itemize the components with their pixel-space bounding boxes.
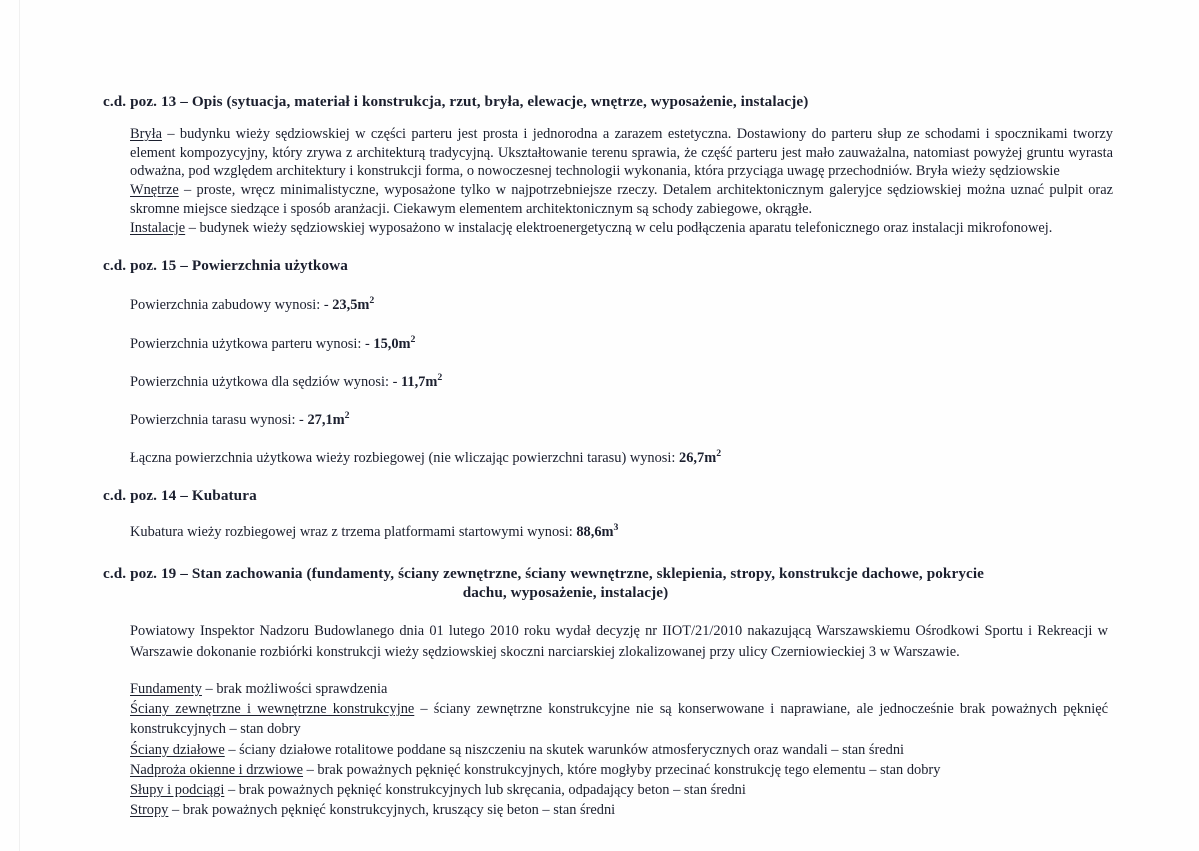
spacer [103, 237, 1113, 256]
condition-term: Nadproża okienne i drzwiowe [130, 761, 304, 778]
heading-poz-13-text: c.d. poz. 13 – Opis (sytuacja, materiał i konstrukcja, rzut, bryła, elewacje, wnętrze, wyposażenie, instalacje) [103, 93, 809, 110]
condition-text: – brak możliwości sprawdzenia [201, 681, 388, 698]
paragraph-instalacje-text: – budynek wieży sędziowskiej wyposażono w instalację elektroenergetyczną w celu podłączenia aparatu telefonicznego oraz instalacji mikrofonowej. [185, 219, 1053, 236]
measure-value [373, 333, 416, 352]
measure-value-number: 15,0m [373, 335, 411, 352]
spacer [103, 662, 1113, 679]
measure-row [130, 373, 1113, 392]
condition-text: – brak poważnych pęknięć konstrukcyjnych, kruszący się beton – stan średni [168, 801, 616, 818]
paragraph-bryla-text: – budynku wieży sędziowskiej w części parteru jest prosta i jednorodna a zarazem estetyczna. Dostawiony do parteru słup ze schodami i spocznikami tworzy element kompozycyjny, który zrywa z architekturą tradycyjną. Ukształtowanie terenu sprawia, że część parteru jest mało zauważalna, natomiast powyżej gruntu wyrasta odważna, pod względem architektury i konstrukcji forma, o nowoczesnej technologii wykonania, która przyciąga uwagę przechodniów. Bryła wieży sędziowskie [130, 126, 1113, 180]
decision-paragraph: Powiatowy Inspektor Nadzoru Budowlanego dnia 01 lutego 2010 roku wydał decyzję nr IIOT/21/2010 nakazującą Warszawskiemu Ośrodkowi Sportu i Rekreacji w Warszawie dokonanie rozbiórki konstrukcji wieży sędziowskiej skoczni narciarskiej zlokalizowanej przy ulicy Czerniowieckiej 3 w Warszawie. [130, 623, 1108, 660]
heading-poz-15 [103, 256, 1113, 275]
total-unit-exponent: 2 [716, 447, 722, 459]
heading-poz-19-line1: c.d. poz. 19 – Stan zachowania (fundamenty, ściany zewnętrzne, ściany wewnętrzne, sklepienia, stropy, konstrukcje dachowe, pokrycie [103, 565, 985, 583]
kubatura-row [130, 523, 1113, 542]
spacer [103, 275, 1113, 296]
condition-item [130, 699, 1108, 739]
paragraph-instalacje [130, 219, 1113, 238]
condition-text: – ściany zewnętrzne konstrukcyjne nie są konserwowane i naprawiane, ale jednocześnie brak poważnych pęknięć konstrukcyjnych – stan dobry [130, 701, 1108, 738]
heading-poz-13 [103, 92, 1113, 111]
kubatura-value-number: 88,6m [576, 524, 614, 541]
spacer [103, 430, 1113, 449]
spacer [103, 505, 1113, 523]
opis-body [130, 125, 1113, 237]
condition-item [130, 760, 1108, 780]
measure-unit-exponent: 2 [344, 410, 350, 422]
document-content [103, 92, 1113, 820]
kubatura-value [576, 524, 618, 540]
condition-term: Stropy [130, 801, 169, 818]
heading-poz-14 [103, 486, 1113, 505]
measure-unit-exponent: 2 [369, 295, 375, 307]
condition-text: – ściany działowe rotalitowe poddane są niszczeniu na skutek warunków atmosferycznych oraz wandali – stan średni [224, 741, 905, 758]
condition-term: Słupy i podciągi [130, 781, 225, 798]
condition-item [130, 740, 1108, 760]
condition-text: – brak poważnych pęknięć konstrukcyjnych lub skręcania, odpadający beton – stan średni [224, 781, 746, 798]
measure-value [400, 371, 443, 390]
measure-unit-exponent: 2 [437, 371, 443, 383]
heading-poz-15-text: c.d. poz. 15 – Powierzchnia użytkowa [103, 257, 348, 275]
spacer [103, 111, 1113, 125]
scan-edge-line [19, 0, 20, 851]
heading-poz-19 [103, 564, 1113, 602]
condition-text: – brak poważnych pęknięć konstrukcyjnych, które mogłyby przecinać konstrukcję tego elementu – stan dobry [303, 761, 941, 778]
measure-label: Powierzchnia użytkowa parteru wynosi: - [130, 335, 374, 352]
condition-item [130, 780, 1108, 800]
condition-term: Ściany działowe [130, 741, 225, 758]
term-bryla: Bryła [130, 126, 162, 142]
spacer [103, 602, 1113, 621]
paragraph-wnetrze-text: – proste, wręcz minimalistyczne, wyposażone tylko w najpotrzebniejsze rzeczy. Detalem architektonicznym galeryjce sędziowskiej można uznać pulpit oraz skromne miejsce siedzące i sposób aranżacji. Ciekawym elementem architektonicznym są schody zabiegowe, okrągłe. [130, 182, 1113, 217]
measure-value-number: 11,7m [400, 373, 438, 390]
kubatura-label: Kubatura wieży rozbiegowej wraz z trzema platformami startowymi wynosi: [130, 524, 577, 541]
total-value-number: 26,7m [679, 449, 717, 466]
measure-label: Powierzchnia użytkowa dla sędziów wynosi: - [130, 373, 401, 390]
measure-row [130, 411, 1113, 430]
term-instalacje: Instalacje [130, 219, 186, 236]
measure-value [307, 412, 349, 428]
total-value [679, 447, 722, 466]
heading-poz-14-text: c.d. poz. 14 – Kubatura [103, 487, 257, 505]
measure-label: Powierzchnia tarasu wynosi: - [130, 411, 308, 428]
term-wnetrze: Wnętrze [130, 182, 179, 199]
powierzchnia-measure-list [130, 296, 1113, 429]
measure-unit-exponent: 2 [410, 333, 416, 345]
condition-term: Fundamenty [130, 681, 202, 698]
measure-value-number: 23,5m [332, 297, 370, 314]
measure-label: Powierzchnia zabudowy wynosi: - [130, 297, 333, 314]
measure-value [332, 297, 374, 313]
kubatura-unit-exponent: 3 [613, 522, 619, 534]
paragraph-bryla [130, 125, 1113, 181]
condition-list [130, 679, 1108, 820]
condition-item [130, 800, 1108, 820]
condition-item [130, 679, 1108, 699]
paragraph-wnetrze [130, 181, 1113, 218]
spacer [103, 542, 1113, 564]
spacer [103, 467, 1113, 486]
measure-value-number: 27,1m [307, 411, 345, 428]
total-label: Łączna powierzchnia użytkowa wieży rozbiegowej (nie wliczając powierzchni tarasu) wynosi: [130, 449, 680, 466]
condition-term: Ściany zewnętrzne i wewnętrzne konstrukcyjne [130, 701, 415, 718]
measure-row [130, 296, 1113, 315]
measure-row [130, 335, 1113, 354]
heading-poz-19-line2: dachu, wyposażenie, instalacje) [462, 584, 669, 602]
powierzchnia-total-row [130, 449, 1113, 468]
